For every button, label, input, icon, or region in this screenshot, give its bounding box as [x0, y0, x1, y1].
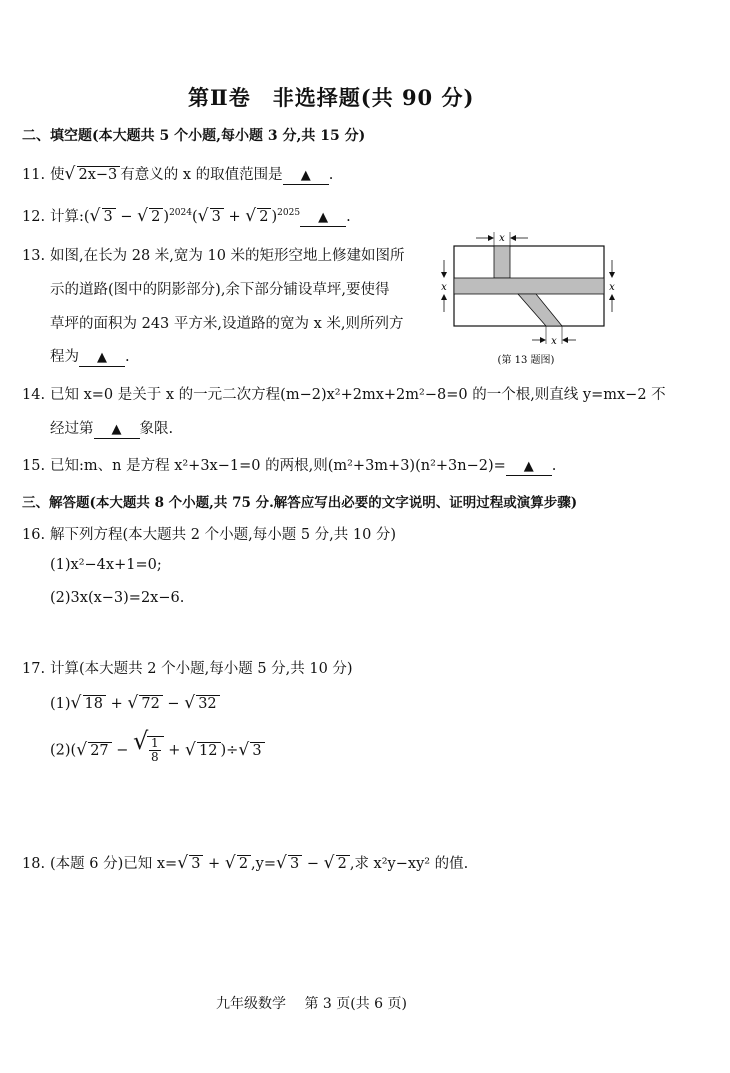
answer-blank: ▲ — [283, 167, 329, 185]
question-13-line1: 13. 如图,在长为 28 米,宽为 10 米的矩形空地上修建如图所 — [22, 248, 405, 264]
question-16-part1: (1)x²−4x+1=0; — [50, 557, 162, 573]
question-18: 18. (本题 6 分)已知 x= √ 3 + √ 2 ,y= √ 3 − √ 2 ,求 x²y−xy² 的值. — [22, 853, 469, 873]
answer-blank: ▲ — [94, 421, 140, 439]
question-14-line2: 经过第 ▲ 象限. — [50, 421, 174, 437]
road-diagram — [436, 228, 620, 368]
question-13-line3: 草坪的面积为 243 平方米,设道路的宽为 x 米,则所列方 — [50, 316, 404, 332]
question-17: 17. 计算(本大题共 2 个小题,每小题 5 分,共 10 分) — [22, 661, 353, 677]
answer-blank: ▲ — [79, 349, 125, 367]
section-fill-in: 二、填空题(本大题共 5 个小题,每小题 3 分,共 15 分) — [22, 128, 366, 144]
question-16: 16. 解下列方程(本大题共 2 个小题,每小题 5 分,共 10 分) — [22, 527, 397, 543]
question-13-line2: 示的道路(图中的阴影部分),余下部分铺设草坪,要使得 — [50, 282, 390, 298]
section-answer: 三、解答题(本大题共 8 个小题,共 75 分.解答应写出必要的文字说明、证明过程或演算步骤) — [22, 495, 578, 511]
label-x-right: x — [609, 282, 615, 293]
sqrt-2: √ 2 — [245, 209, 271, 225]
label-x-left: x — [441, 282, 447, 293]
page-footer: 九年级数学 第 3 页(共 6 页) — [216, 996, 407, 1012]
answer-blank: ▲ — [300, 209, 346, 227]
question-11: 11. 使 √ 2x−3 有意义的 x 的取值范围是 ▲ . — [22, 164, 334, 184]
question-15: 15. 已知:m、n 是方程 x²+3x−1=0 的两根,则(m²+3m+3)(n²+3n−2)= ▲ . — [22, 458, 557, 474]
question-13-line4: 程为 ▲ . — [50, 349, 130, 365]
sqrt-3: √ 3 — [198, 209, 224, 225]
question-12: 12. 计算:( √ 3 − √ 2 )$^{2024}$( √ 3 + √ 2 )$^{2025}$ ▲ . — [22, 206, 351, 226]
question-17-part2: (2)( √ 27 − √ $\frac{1}{8}$ + √ 12 )÷ √ 3 — [50, 736, 265, 764]
question-16-part2: (2)3x(x−3)=2x−6. — [50, 590, 185, 606]
question-number: 11. — [22, 167, 46, 183]
page-title: 第Ⅱ卷 非选择题(共 90 分) — [188, 85, 475, 110]
label-x-bottom: x — [551, 336, 557, 347]
question-17-part1: (1) √ 18 + √ 72 − √ 32 — [50, 696, 220, 712]
sqrt-expression: √ 2x−3 — [65, 167, 121, 183]
question-14-line1: 14. 已知 x=0 是关于 x 的一元二次方程(m−2)x²+2mx+2m²−8=0 的一个根,则直线 y=mx−2 不 — [22, 387, 666, 403]
label-x-top: x — [499, 233, 505, 244]
figure-caption: (第 13 题图) — [497, 355, 555, 366]
sqrt-3: √ 3 — [90, 209, 116, 225]
answer-blank: ▲ — [506, 458, 552, 476]
sqrt-2: √ 2 — [137, 209, 163, 225]
